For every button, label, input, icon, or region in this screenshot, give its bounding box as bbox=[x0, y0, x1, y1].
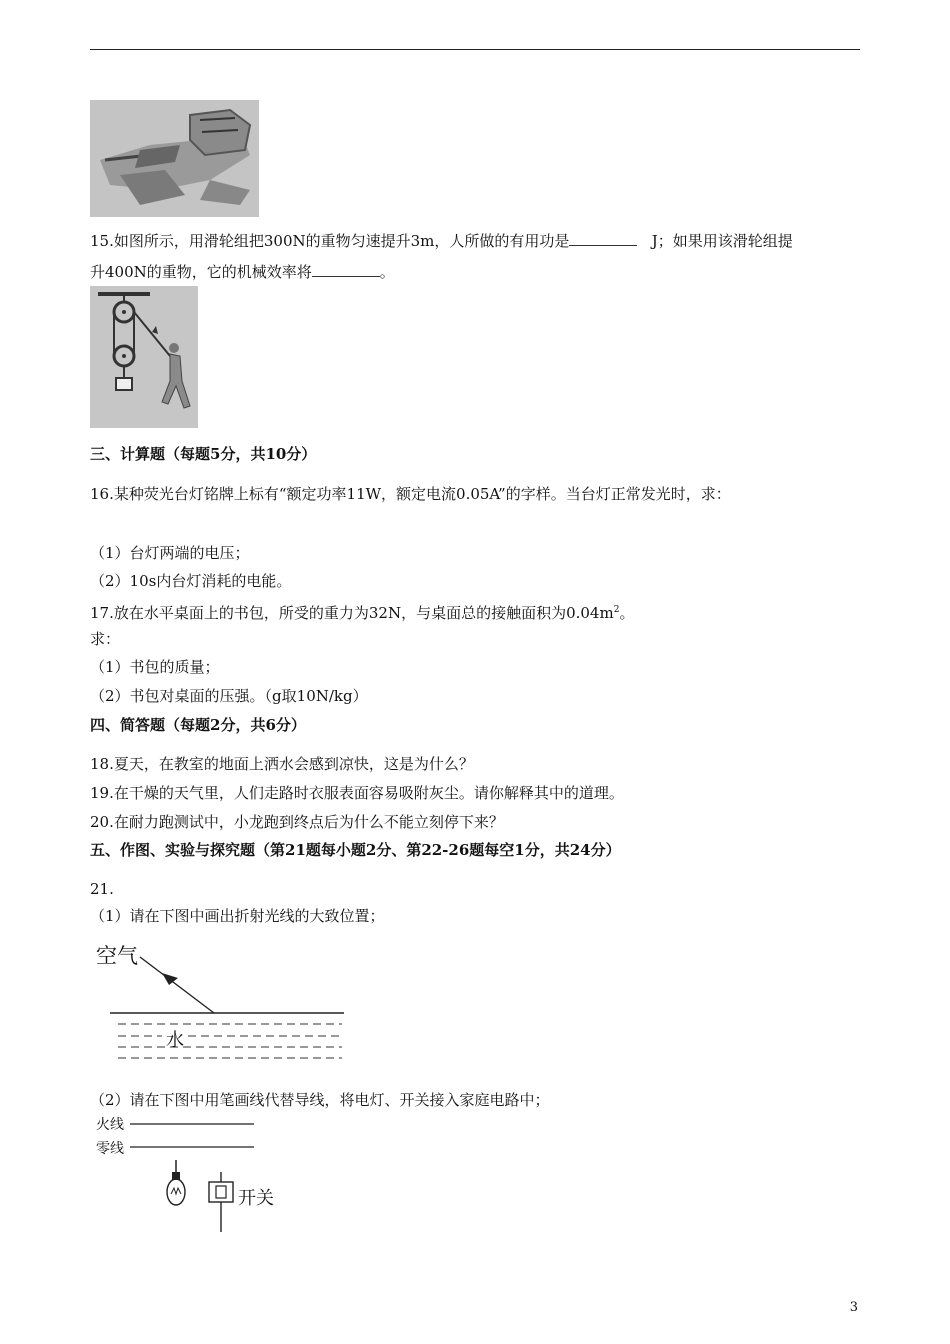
q15-text-d: 。 bbox=[379, 263, 395, 281]
bulb-icon bbox=[167, 1160, 185, 1205]
pulley-figure-image bbox=[90, 286, 198, 428]
q17-stem-text: 17.放在水平桌面上的书包，所受的重力为32N，与桌面总的接触面积为0.04m bbox=[90, 604, 614, 622]
q15-text-b: J；如果用该滑轮组提 bbox=[651, 232, 793, 250]
page-number: 3 bbox=[849, 1300, 858, 1315]
air-label: 空气 bbox=[96, 944, 138, 968]
q14-figure-image bbox=[90, 100, 259, 217]
refraction-figure bbox=[92, 940, 352, 1065]
q21-part1: （1）请在下图中画出折射光线的大致位置； bbox=[90, 907, 385, 925]
q16-part1: （1）台灯两端的电压； bbox=[90, 544, 250, 562]
q17-part2: （2）书包对桌面的压强。（g取10N/kg） bbox=[90, 687, 368, 705]
switch-label: 开关 bbox=[238, 1188, 274, 1209]
q18-text: 18.夏天，在教室的地面上洒水会感到凉快，这是为什么？ bbox=[90, 755, 474, 773]
neutral-wire-label: 零线 bbox=[96, 1141, 124, 1157]
q17-ask: 求： bbox=[90, 630, 121, 648]
switch-icon bbox=[209, 1172, 233, 1232]
water-label: 水 bbox=[166, 1030, 184, 1051]
q17-part1: （1）书包的质量； bbox=[90, 658, 220, 676]
q15-line2 bbox=[90, 262, 395, 282]
q15-line1 bbox=[90, 231, 793, 251]
q20-text: 20.在耐力跑测试中，小龙跑到终点后为什么不能立刻停下来？ bbox=[90, 813, 504, 831]
header-rule bbox=[90, 49, 860, 50]
circuit-figure bbox=[94, 1114, 294, 1244]
section5-heading: 五、作图、实验与探究题（第21题每小题2分、第22-26题每空1分，共24分） bbox=[90, 841, 621, 859]
q15-blank-1[interactable] bbox=[569, 231, 637, 246]
q15-blank-2[interactable] bbox=[312, 262, 380, 277]
section3-heading: 三、计算题（每题5分，共10分） bbox=[90, 445, 317, 463]
q15-text-a: 15.如图所示，用滑轮组把300N的重物匀速提升3m，人所做的有用功是 bbox=[90, 232, 570, 250]
q17-stem-end: 。 bbox=[619, 604, 635, 622]
q21-part2: （2）请在下图中用笔画线代替导线，将电灯、开关接入家庭电路中； bbox=[90, 1091, 550, 1109]
q17-stem bbox=[90, 600, 634, 623]
live-wire-label: 火线 bbox=[96, 1117, 124, 1133]
q16-part2: （2）10s内台灯消耗的电能。 bbox=[90, 572, 292, 590]
q21-number: 21. bbox=[90, 880, 114, 898]
q17-stem-sup: 2 bbox=[613, 605, 620, 615]
q15-text-c: 升400N的重物，它的机械效率将 bbox=[90, 263, 312, 281]
q19-text: 19.在干燥的天气里，人们走路时衣服表面容易吸附灰尘。请你解释其中的道理。 bbox=[90, 784, 624, 802]
q16-stem: 16.某种荧光台灯铭牌上标有“额定功率11W，额定电流0.05A”的字样。当台灯正常发光时，求： bbox=[90, 485, 731, 503]
section4-heading: 四、简答题（每题2分，共6分） bbox=[90, 716, 306, 734]
